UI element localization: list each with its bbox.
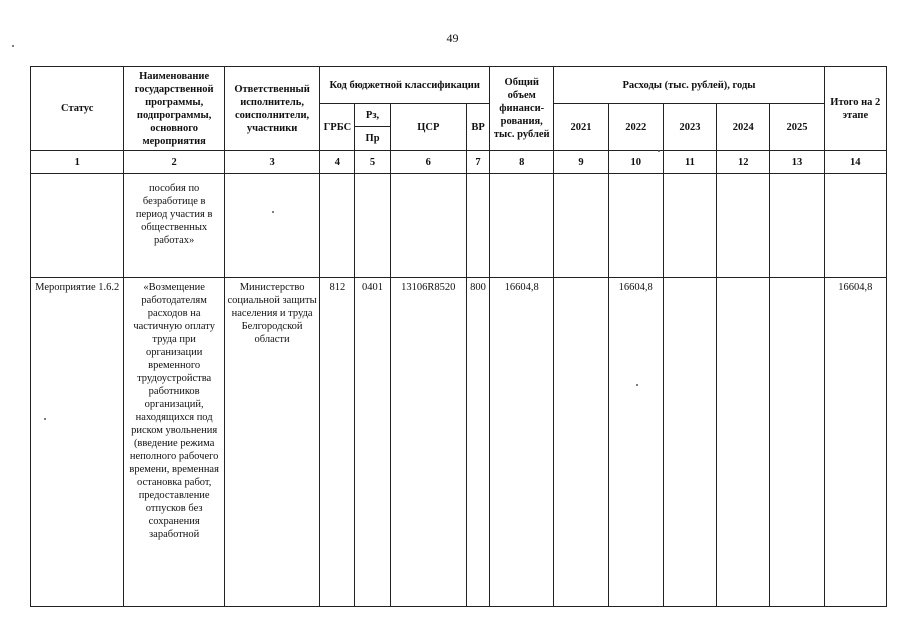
column-number: 5 bbox=[355, 151, 390, 174]
column-number: 7 bbox=[466, 151, 489, 174]
table-header bbox=[31, 67, 887, 174]
cell-total: 16604,8 bbox=[490, 278, 554, 607]
column-number: 11 bbox=[663, 151, 716, 174]
header-expenses: Расходы (тыс. рублей), годы bbox=[554, 67, 824, 104]
cell-2022 bbox=[608, 174, 663, 278]
header-year-2022: 2022 bbox=[608, 104, 663, 151]
cell-status bbox=[31, 174, 124, 278]
cell-2024 bbox=[717, 278, 770, 607]
cell-2023 bbox=[663, 174, 716, 278]
column-number: 10 bbox=[608, 151, 663, 174]
cell-responsible: Министерство социальной защиты населения и труда Белгородской области bbox=[224, 278, 319, 607]
cell-vr: 800 bbox=[466, 278, 489, 607]
header-year-2023: 2023 bbox=[663, 104, 716, 151]
header-stage-total: Итого на 2 этапе bbox=[824, 67, 886, 151]
cell-name: «Возмещение работодателям расходов на частичную оплату труда при организации временного трудоустройства работников организаций, находящихся под риском увольнения (введение режима неполного рабочего времени, временная остановка работ, предоставление отпусков без сохранения заработной bbox=[124, 278, 224, 607]
header-name: Наименование государственной программы, подпрограммы, основного мероприятия bbox=[124, 67, 224, 151]
column-number: 14 bbox=[824, 151, 886, 174]
column-number: 12 bbox=[717, 151, 770, 174]
column-number: 8 bbox=[490, 151, 554, 174]
column-number: 6 bbox=[390, 151, 466, 174]
header-year-2021: 2021 bbox=[554, 104, 608, 151]
cell-csr bbox=[390, 174, 466, 278]
column-number: 1 bbox=[31, 151, 124, 174]
column-number: 3 bbox=[224, 151, 319, 174]
cell-stage-total bbox=[824, 174, 886, 278]
scan-speck bbox=[44, 418, 46, 420]
table-row bbox=[31, 174, 887, 278]
cell-stage-total: 16604,8 bbox=[824, 278, 886, 607]
cell-grbs: 812 bbox=[320, 278, 355, 607]
cell-2021 bbox=[554, 278, 608, 607]
scan-speck bbox=[658, 150, 660, 152]
cell-responsible bbox=[224, 174, 319, 278]
cell-rzpr: 0401 bbox=[355, 278, 390, 607]
cell-vr bbox=[466, 174, 489, 278]
header-budget-code: Код бюджетной классификации bbox=[320, 67, 490, 104]
column-number-row bbox=[31, 151, 887, 174]
cell-2025 bbox=[770, 278, 824, 607]
header-csr: ЦСР bbox=[390, 104, 466, 151]
column-number: 2 bbox=[124, 151, 224, 174]
cell-grbs bbox=[320, 174, 355, 278]
header-pr: Пр bbox=[355, 127, 390, 151]
scan-speck bbox=[12, 45, 14, 47]
cell-rzpr bbox=[355, 174, 390, 278]
scan-speck bbox=[272, 211, 274, 213]
cell-total bbox=[490, 174, 554, 278]
header-rz: Рз, bbox=[355, 104, 390, 127]
cell-name: пособия по безработице в период участия в общественных работах» bbox=[124, 174, 224, 278]
cell-2025 bbox=[770, 174, 824, 278]
page-number: 49 bbox=[446, 31, 459, 45]
header-status: Статус bbox=[31, 67, 124, 151]
cell-2021 bbox=[554, 174, 608, 278]
header-responsible: Ответственный исполнитель, соисполнители, участники bbox=[224, 67, 319, 151]
scan-speck bbox=[636, 384, 638, 386]
cell-status: Мероприятие 1.6.2 bbox=[31, 278, 124, 607]
cell-2022: 16604,8 bbox=[608, 278, 663, 607]
cell-2024 bbox=[717, 174, 770, 278]
header-vr: ВР bbox=[466, 104, 489, 151]
table-row bbox=[31, 278, 887, 607]
cell-2023 bbox=[663, 278, 716, 607]
header-year-2025: 2025 bbox=[770, 104, 824, 151]
cell-csr: 13106R8520 bbox=[390, 278, 466, 607]
header-grbs: ГРБС bbox=[320, 104, 355, 151]
column-number: 13 bbox=[770, 151, 824, 174]
column-number: 9 bbox=[554, 151, 608, 174]
column-number: 4 bbox=[320, 151, 355, 174]
budget-table bbox=[30, 66, 887, 607]
header-total-volume: Общий объем финанси-рования, тыс. рублей bbox=[490, 67, 554, 151]
header-year-2024: 2024 bbox=[717, 104, 770, 151]
